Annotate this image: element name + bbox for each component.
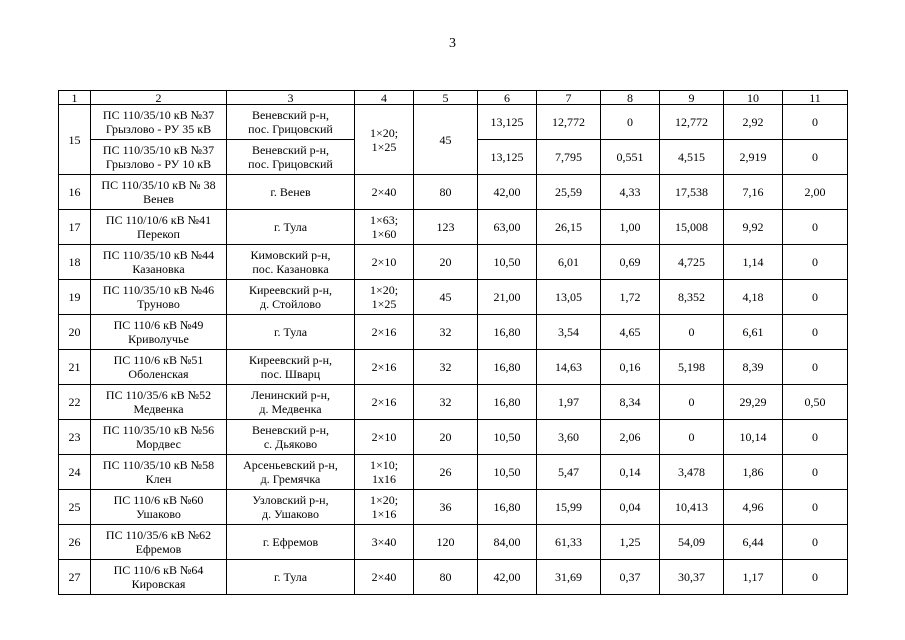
table-body bbox=[59, 91, 848, 595]
substation-name-cell: ПС 110/35/10 кВ №56 Мордвес bbox=[91, 420, 227, 455]
value-cell-9: 30,37 bbox=[660, 560, 724, 595]
value-cell-8: 4,65 bbox=[601, 315, 660, 350]
location-cell: Ленинский р-н, д. Медвенка bbox=[227, 385, 355, 420]
value-cell-9: 8,352 bbox=[660, 280, 724, 315]
row-number-cell: 17 bbox=[59, 210, 91, 245]
column-number-row bbox=[59, 91, 848, 105]
value-cell-10: 9,92 bbox=[724, 210, 783, 245]
value-cell-10: 4,96 bbox=[724, 490, 783, 525]
value-cell-10: 7,16 bbox=[724, 175, 783, 210]
table-row bbox=[59, 490, 848, 525]
value-cell-5: 20 bbox=[414, 245, 478, 280]
substation-name-cell: ПС 110/35/10 кВ №44 Казановка bbox=[91, 245, 227, 280]
location-cell: Киреевский р-н, д. Стойлово bbox=[227, 280, 355, 315]
transformer-capacity-cell: 1×10; 1х16 bbox=[355, 455, 414, 490]
table-row bbox=[59, 385, 848, 420]
transformer-capacity-cell: 1×20; 1×25 bbox=[355, 280, 414, 315]
row-number-cell: 25 bbox=[59, 490, 91, 525]
value-cell-5: 123 bbox=[414, 210, 478, 245]
value-cell-11: 0 bbox=[783, 350, 848, 385]
value-cell-10: 1,17 bbox=[724, 560, 783, 595]
transformer-capacity-cell: 2×16 bbox=[355, 350, 414, 385]
value-cell-10: 2,92 bbox=[724, 105, 783, 140]
column-number-cell: 4 bbox=[355, 91, 414, 105]
column-number-cell: 8 bbox=[601, 91, 660, 105]
value-cell-5: 32 bbox=[414, 350, 478, 385]
value-cell-9: 17,538 bbox=[660, 175, 724, 210]
location-cell: г. Тула bbox=[227, 560, 355, 595]
value-cell-7: 26,15 bbox=[537, 210, 601, 245]
transformer-capacity-cell: 2×10 bbox=[355, 420, 414, 455]
value-cell-9: 0 bbox=[660, 420, 724, 455]
row-number-cell: 26 bbox=[59, 525, 91, 560]
value-cell-6: 84,00 bbox=[478, 525, 537, 560]
value-cell-6: 16,80 bbox=[478, 385, 537, 420]
page-number: 3 bbox=[449, 36, 456, 51]
location-cell: Арсеньевский р-н, д. Гремячка bbox=[227, 455, 355, 490]
location-cell: г. Тула bbox=[227, 210, 355, 245]
substation-table bbox=[58, 90, 848, 595]
table-row bbox=[59, 175, 848, 210]
value-cell-5: 45 bbox=[414, 280, 478, 315]
value-cell-6: 21,00 bbox=[478, 280, 537, 315]
location-cell: Веневский р-н, с. Дьяково bbox=[227, 420, 355, 455]
column-number-cell: 5 bbox=[414, 91, 478, 105]
value-cell-5: 32 bbox=[414, 315, 478, 350]
column-number-cell: 7 bbox=[537, 91, 601, 105]
substation-name-cell: ПС 110/6 кВ №64 Кировская bbox=[91, 560, 227, 595]
transformer-capacity-cell: 1×20; 1×16 bbox=[355, 490, 414, 525]
value-cell-8: 0,69 bbox=[601, 245, 660, 280]
value-cell-7: 5,47 bbox=[537, 455, 601, 490]
substation-name-cell: ПС 110/10/6 кВ №41 Перекоп bbox=[91, 210, 227, 245]
column-number-cell: 3 bbox=[227, 91, 355, 105]
value-cell-7: 25,59 bbox=[537, 175, 601, 210]
value-cell-5: 80 bbox=[414, 560, 478, 595]
value-cell-11: 0 bbox=[783, 140, 848, 175]
value-cell-7: 15,99 bbox=[537, 490, 601, 525]
row-number-cell: 27 bbox=[59, 560, 91, 595]
value-cell-6: 42,00 bbox=[478, 175, 537, 210]
value-cell-9: 4,725 bbox=[660, 245, 724, 280]
value-cell-6: 16,80 bbox=[478, 315, 537, 350]
value-cell-8: 0,16 bbox=[601, 350, 660, 385]
value-cell-9: 10,413 bbox=[660, 490, 724, 525]
row-number-cell: 24 bbox=[59, 455, 91, 490]
substation-name-cell: ПС 110/35/10 кВ №37 Грызлово - РУ 35 кВ bbox=[91, 105, 227, 140]
value-cell-5: 80 bbox=[414, 175, 478, 210]
value-cell-5: 45 bbox=[414, 105, 478, 175]
value-cell-10: 1,14 bbox=[724, 245, 783, 280]
substation-name-cell: ПС 110/35/10 кВ № 38 Венев bbox=[91, 175, 227, 210]
value-cell-10: 8,39 bbox=[724, 350, 783, 385]
value-cell-9: 12,772 bbox=[660, 105, 724, 140]
row-number-cell: 23 bbox=[59, 420, 91, 455]
row-number-cell: 16 bbox=[59, 175, 91, 210]
value-cell-11: 0 bbox=[783, 315, 848, 350]
row-number-cell: 18 bbox=[59, 245, 91, 280]
value-cell-7: 61,33 bbox=[537, 525, 601, 560]
transformer-capacity-cell: 3×40 bbox=[355, 525, 414, 560]
value-cell-11: 0 bbox=[783, 105, 848, 140]
value-cell-10: 29,29 bbox=[724, 385, 783, 420]
value-cell-11: 0 bbox=[783, 525, 848, 560]
value-cell-5: 26 bbox=[414, 455, 478, 490]
table-row bbox=[59, 210, 848, 245]
value-cell-7: 1,97 bbox=[537, 385, 601, 420]
value-cell-9: 5,198 bbox=[660, 350, 724, 385]
value-cell-6: 16,80 bbox=[478, 490, 537, 525]
table-row bbox=[59, 245, 848, 280]
column-number-cell: 11 bbox=[783, 91, 848, 105]
value-cell-8: 2,06 bbox=[601, 420, 660, 455]
column-number-cell: 10 bbox=[724, 91, 783, 105]
value-cell-7: 14,63 bbox=[537, 350, 601, 385]
value-cell-5: 120 bbox=[414, 525, 478, 560]
transformer-capacity-cell: 1×20; 1×25 bbox=[355, 105, 414, 175]
value-cell-9: 0 bbox=[660, 385, 724, 420]
transformer-capacity-cell: 2×40 bbox=[355, 175, 414, 210]
value-cell-8: 1,72 bbox=[601, 280, 660, 315]
column-number-cell: 6 bbox=[478, 91, 537, 105]
value-cell-6: 42,00 bbox=[478, 560, 537, 595]
location-cell: Веневский р-н, пос. Грицовский bbox=[227, 105, 355, 140]
value-cell-8: 0,37 bbox=[601, 560, 660, 595]
value-cell-10: 6,44 bbox=[724, 525, 783, 560]
value-cell-10: 4,18 bbox=[724, 280, 783, 315]
substation-name-cell: ПС 110/35/6 кВ №62 Ефремов bbox=[91, 525, 227, 560]
table-row bbox=[59, 560, 848, 595]
value-cell-10: 6,61 bbox=[724, 315, 783, 350]
value-cell-9: 4,515 bbox=[660, 140, 724, 175]
value-cell-11: 0 bbox=[783, 490, 848, 525]
value-cell-6: 13,125 bbox=[478, 140, 537, 175]
value-cell-10: 1,86 bbox=[724, 455, 783, 490]
row-number-cell: 21 bbox=[59, 350, 91, 385]
table-row bbox=[59, 350, 848, 385]
row-number-cell: 22 bbox=[59, 385, 91, 420]
location-cell: Киреевский р-н, пос. Шварц bbox=[227, 350, 355, 385]
table-row bbox=[59, 280, 848, 315]
value-cell-6: 10,50 bbox=[478, 245, 537, 280]
value-cell-7: 7,795 bbox=[537, 140, 601, 175]
transformer-capacity-cell: 2×10 bbox=[355, 245, 414, 280]
value-cell-9: 15,008 bbox=[660, 210, 724, 245]
value-cell-9: 0 bbox=[660, 315, 724, 350]
value-cell-8: 0,04 bbox=[601, 490, 660, 525]
value-cell-6: 13,125 bbox=[478, 105, 537, 140]
value-cell-8: 0,14 bbox=[601, 455, 660, 490]
value-cell-11: 0 bbox=[783, 420, 848, 455]
location-cell: Веневский р-н, пос. Грицовский bbox=[227, 140, 355, 175]
value-cell-11: 2,00 bbox=[783, 175, 848, 210]
table-row bbox=[59, 525, 848, 560]
value-cell-8: 0,551 bbox=[601, 140, 660, 175]
value-cell-5: 20 bbox=[414, 420, 478, 455]
table-row bbox=[59, 315, 848, 350]
value-cell-9: 3,478 bbox=[660, 455, 724, 490]
value-cell-8: 4,33 bbox=[601, 175, 660, 210]
substation-name-cell: ПС 110/6 кВ №60 Ушаково bbox=[91, 490, 227, 525]
value-cell-8: 1,00 bbox=[601, 210, 660, 245]
value-cell-9: 54,09 bbox=[660, 525, 724, 560]
value-cell-11: 0 bbox=[783, 280, 848, 315]
value-cell-5: 32 bbox=[414, 385, 478, 420]
value-cell-8: 0 bbox=[601, 105, 660, 140]
value-cell-11: 0,50 bbox=[783, 385, 848, 420]
column-number-cell: 2 bbox=[91, 91, 227, 105]
transformer-capacity-cell: 2×16 bbox=[355, 385, 414, 420]
value-cell-10: 2,919 bbox=[724, 140, 783, 175]
value-cell-6: 10,50 bbox=[478, 455, 537, 490]
substation-name-cell: ПС 110/6 кВ №51 Оболенская bbox=[91, 350, 227, 385]
row-number-cell: 19 bbox=[59, 280, 91, 315]
location-cell: Узловский р-н, д. Ушаково bbox=[227, 490, 355, 525]
substation-name-cell: ПС 110/35/6 кВ №52 Медвенка bbox=[91, 385, 227, 420]
substation-name-cell: ПС 110/35/10 кВ №37 Грызлово - РУ 10 кВ bbox=[91, 140, 227, 175]
value-cell-11: 0 bbox=[783, 210, 848, 245]
location-cell: г. Ефремов bbox=[227, 525, 355, 560]
row-number-cell: 20 bbox=[59, 315, 91, 350]
value-cell-10: 10,14 bbox=[724, 420, 783, 455]
column-number-cell: 1 bbox=[59, 91, 91, 105]
value-cell-8: 1,25 bbox=[601, 525, 660, 560]
location-cell: Кимовский р-н, пос. Казановка bbox=[227, 245, 355, 280]
value-cell-11: 0 bbox=[783, 455, 848, 490]
value-cell-7: 3,54 bbox=[537, 315, 601, 350]
column-number-cell: 9 bbox=[660, 91, 724, 105]
value-cell-6: 10,50 bbox=[478, 420, 537, 455]
table-row bbox=[59, 420, 848, 455]
table-row bbox=[59, 455, 848, 490]
value-cell-11: 0 bbox=[783, 560, 848, 595]
location-cell: г. Тула bbox=[227, 315, 355, 350]
value-cell-7: 31,69 bbox=[537, 560, 601, 595]
value-cell-7: 3,60 bbox=[537, 420, 601, 455]
value-cell-7: 6,01 bbox=[537, 245, 601, 280]
value-cell-6: 63,00 bbox=[478, 210, 537, 245]
row-number-cell: 15 bbox=[59, 105, 91, 175]
substation-name-cell: ПС 110/6 кВ №49 Криволучье bbox=[91, 315, 227, 350]
value-cell-11: 0 bbox=[783, 245, 848, 280]
transformer-capacity-cell: 2×40 bbox=[355, 560, 414, 595]
transformer-capacity-cell: 2×16 bbox=[355, 315, 414, 350]
transformer-capacity-cell: 1×63; 1×60 bbox=[355, 210, 414, 245]
value-cell-7: 12,772 bbox=[537, 105, 601, 140]
substation-name-cell: ПС 110/35/10 кВ №46 Труново bbox=[91, 280, 227, 315]
value-cell-5: 36 bbox=[414, 490, 478, 525]
table-row bbox=[59, 105, 848, 140]
value-cell-7: 13,05 bbox=[537, 280, 601, 315]
value-cell-6: 16,80 bbox=[478, 350, 537, 385]
value-cell-8: 8,34 bbox=[601, 385, 660, 420]
location-cell: г. Венев bbox=[227, 175, 355, 210]
substation-name-cell: ПС 110/35/10 кВ №58 Клен bbox=[91, 455, 227, 490]
